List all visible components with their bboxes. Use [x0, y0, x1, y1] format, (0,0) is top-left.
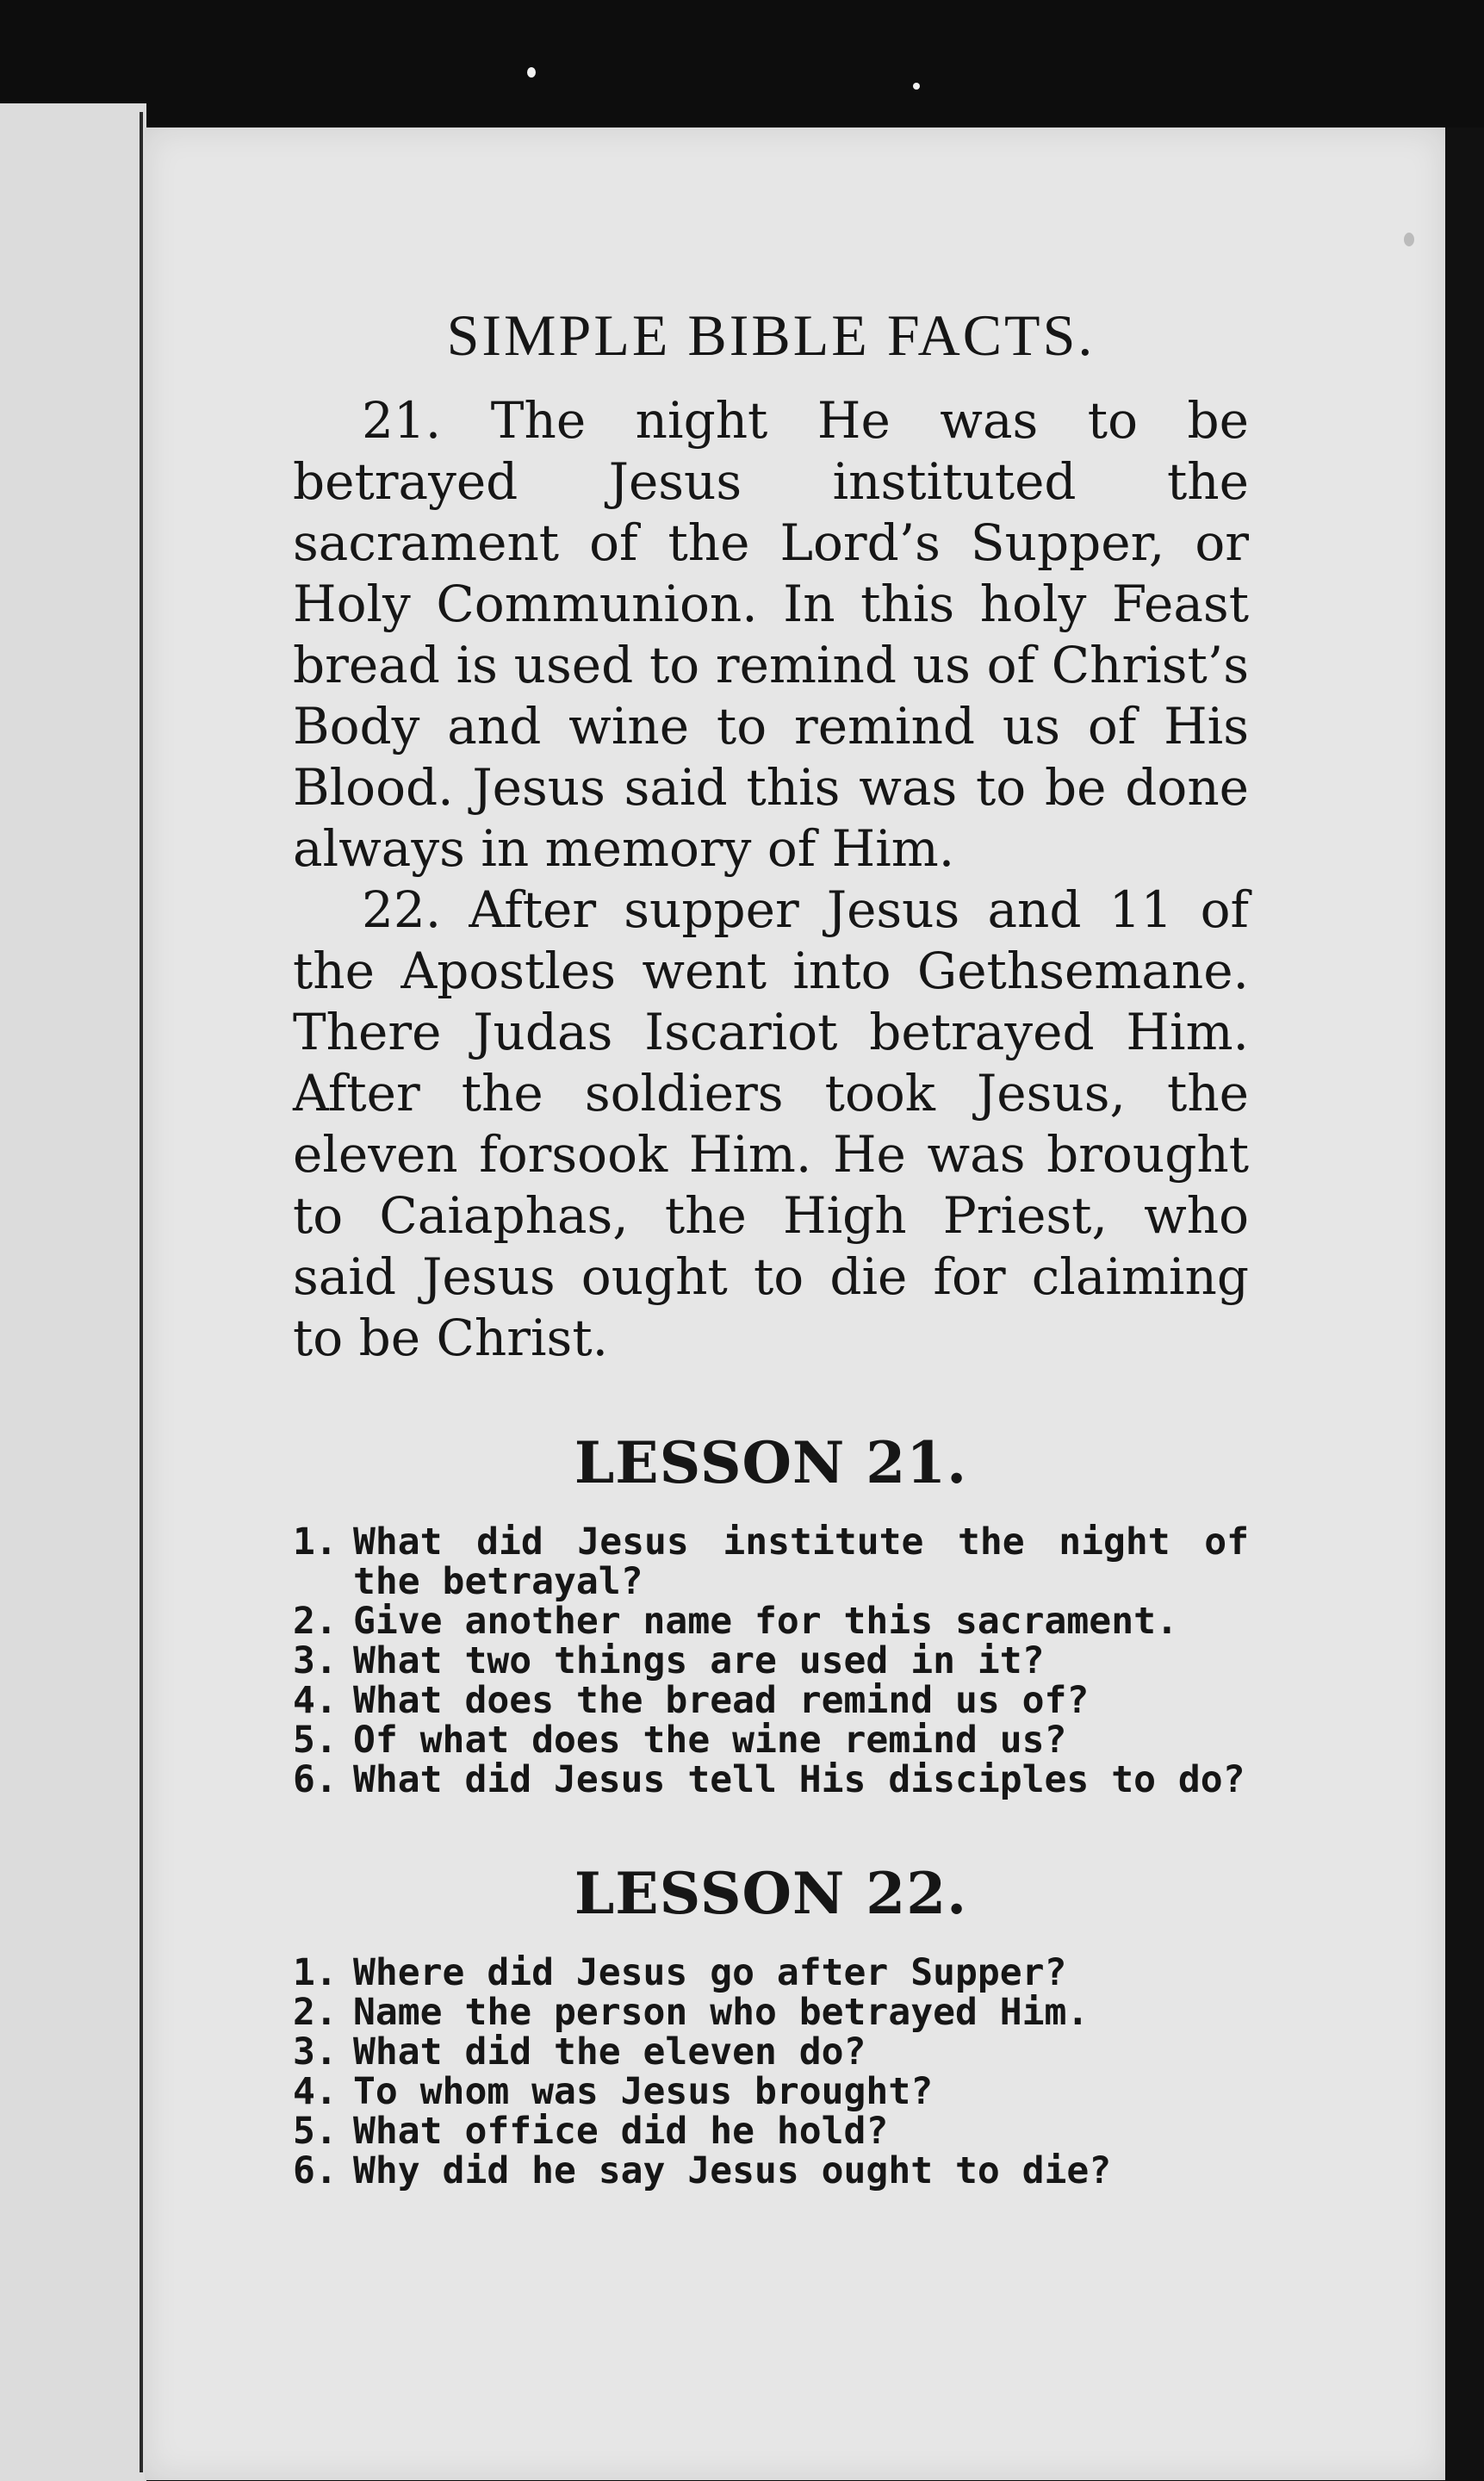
question-number: 4. — [293, 2070, 338, 2113]
question-text: Give another name for this sacrament. — [353, 1600, 1178, 1643]
question-item — [293, 2072, 1249, 2111]
fact-text: After supper Jesus and 11 of the Apostles went into Gethsemane. There Judas Iscariot betrayed Him. After the soldiers took Jesus, the eleven forsook Him. He was brought to Caiaphas, the High Priest, who said Jesus ought to die for claiming to be Christ. — [293, 880, 1249, 1367]
question-number: 5. — [293, 1719, 338, 1762]
question-number: 2. — [293, 1600, 338, 1643]
question-item — [293, 1953, 1249, 1993]
question-number: 3. — [293, 1639, 338, 1682]
question-text: What two things are used in it? — [353, 1639, 1045, 1682]
question-item — [293, 1522, 1249, 1601]
question-text: What did the eleven do? — [353, 2030, 866, 2074]
dust-speck — [913, 83, 920, 90]
fact-number: 21. — [362, 391, 442, 450]
binding-line — [140, 112, 143, 2472]
scan-background-edge — [1445, 127, 1484, 2480]
question-number: 3. — [293, 2030, 338, 2074]
question-item — [293, 1601, 1249, 1641]
question-item — [293, 1720, 1249, 1760]
page-title: SIMPLE BIBLE FACTS. — [446, 302, 1096, 368]
question-number: 1. — [293, 1520, 338, 1564]
question-text: What office did he hold? — [353, 2110, 889, 2153]
question-item — [293, 1681, 1249, 1720]
lesson-21-questions — [293, 1522, 1249, 1800]
lesson-21-heading: LESSON 21. — [574, 1429, 968, 1496]
lesson-22-heading: LESSON 22. — [574, 1860, 968, 1927]
fact-text: The night He was to be betrayed Jesus instituted the sacrament of the Lord’s Supper, or Holy Communion. In this holy Feast bread is used to remind us of Christ’s Body and wine to remind us of His Blood. Jesus said this was to be done always in memory of Him. — [293, 391, 1249, 878]
question-number: 1. — [293, 1951, 338, 1994]
question-text: Of what does the wine remind us? — [353, 1719, 1067, 1762]
dust-speck — [1404, 233, 1414, 246]
fact-number: 22. — [362, 880, 442, 939]
question-text: To whom was Jesus brought? — [353, 2070, 934, 2113]
question-text: Where did Jesus go after Supper? — [353, 1951, 1067, 1994]
page-content — [293, 302, 1249, 2191]
question-item — [293, 2151, 1249, 2191]
question-item — [293, 1641, 1249, 1681]
question-number: 4. — [293, 1679, 338, 1722]
fact-21 — [293, 390, 1249, 880]
question-item — [293, 1993, 1249, 2032]
question-text: What did Jesus institute the night of the betrayal? — [353, 1520, 1249, 1603]
question-number: 6. — [293, 1758, 338, 1801]
lesson-22-questions — [293, 1953, 1249, 2191]
question-number: 5. — [293, 2110, 338, 2153]
fact-22 — [293, 880, 1249, 1369]
question-text: What did Jesus tell His disciples to do? — [353, 1758, 1245, 1801]
question-text: Name the person who betrayed Him. — [353, 1991, 1090, 2034]
question-text: Why did he say Jesus ought to die? — [353, 2149, 1112, 2192]
question-number: 2. — [293, 1991, 338, 2034]
question-item — [293, 1760, 1249, 1800]
question-number: 6. — [293, 2149, 338, 2192]
question-item — [293, 2111, 1249, 2151]
facing-page-edge — [0, 103, 146, 2481]
question-item — [293, 2032, 1249, 2072]
question-text: What does the bread remind us of? — [353, 1679, 1090, 1722]
dust-speck — [527, 67, 536, 78]
